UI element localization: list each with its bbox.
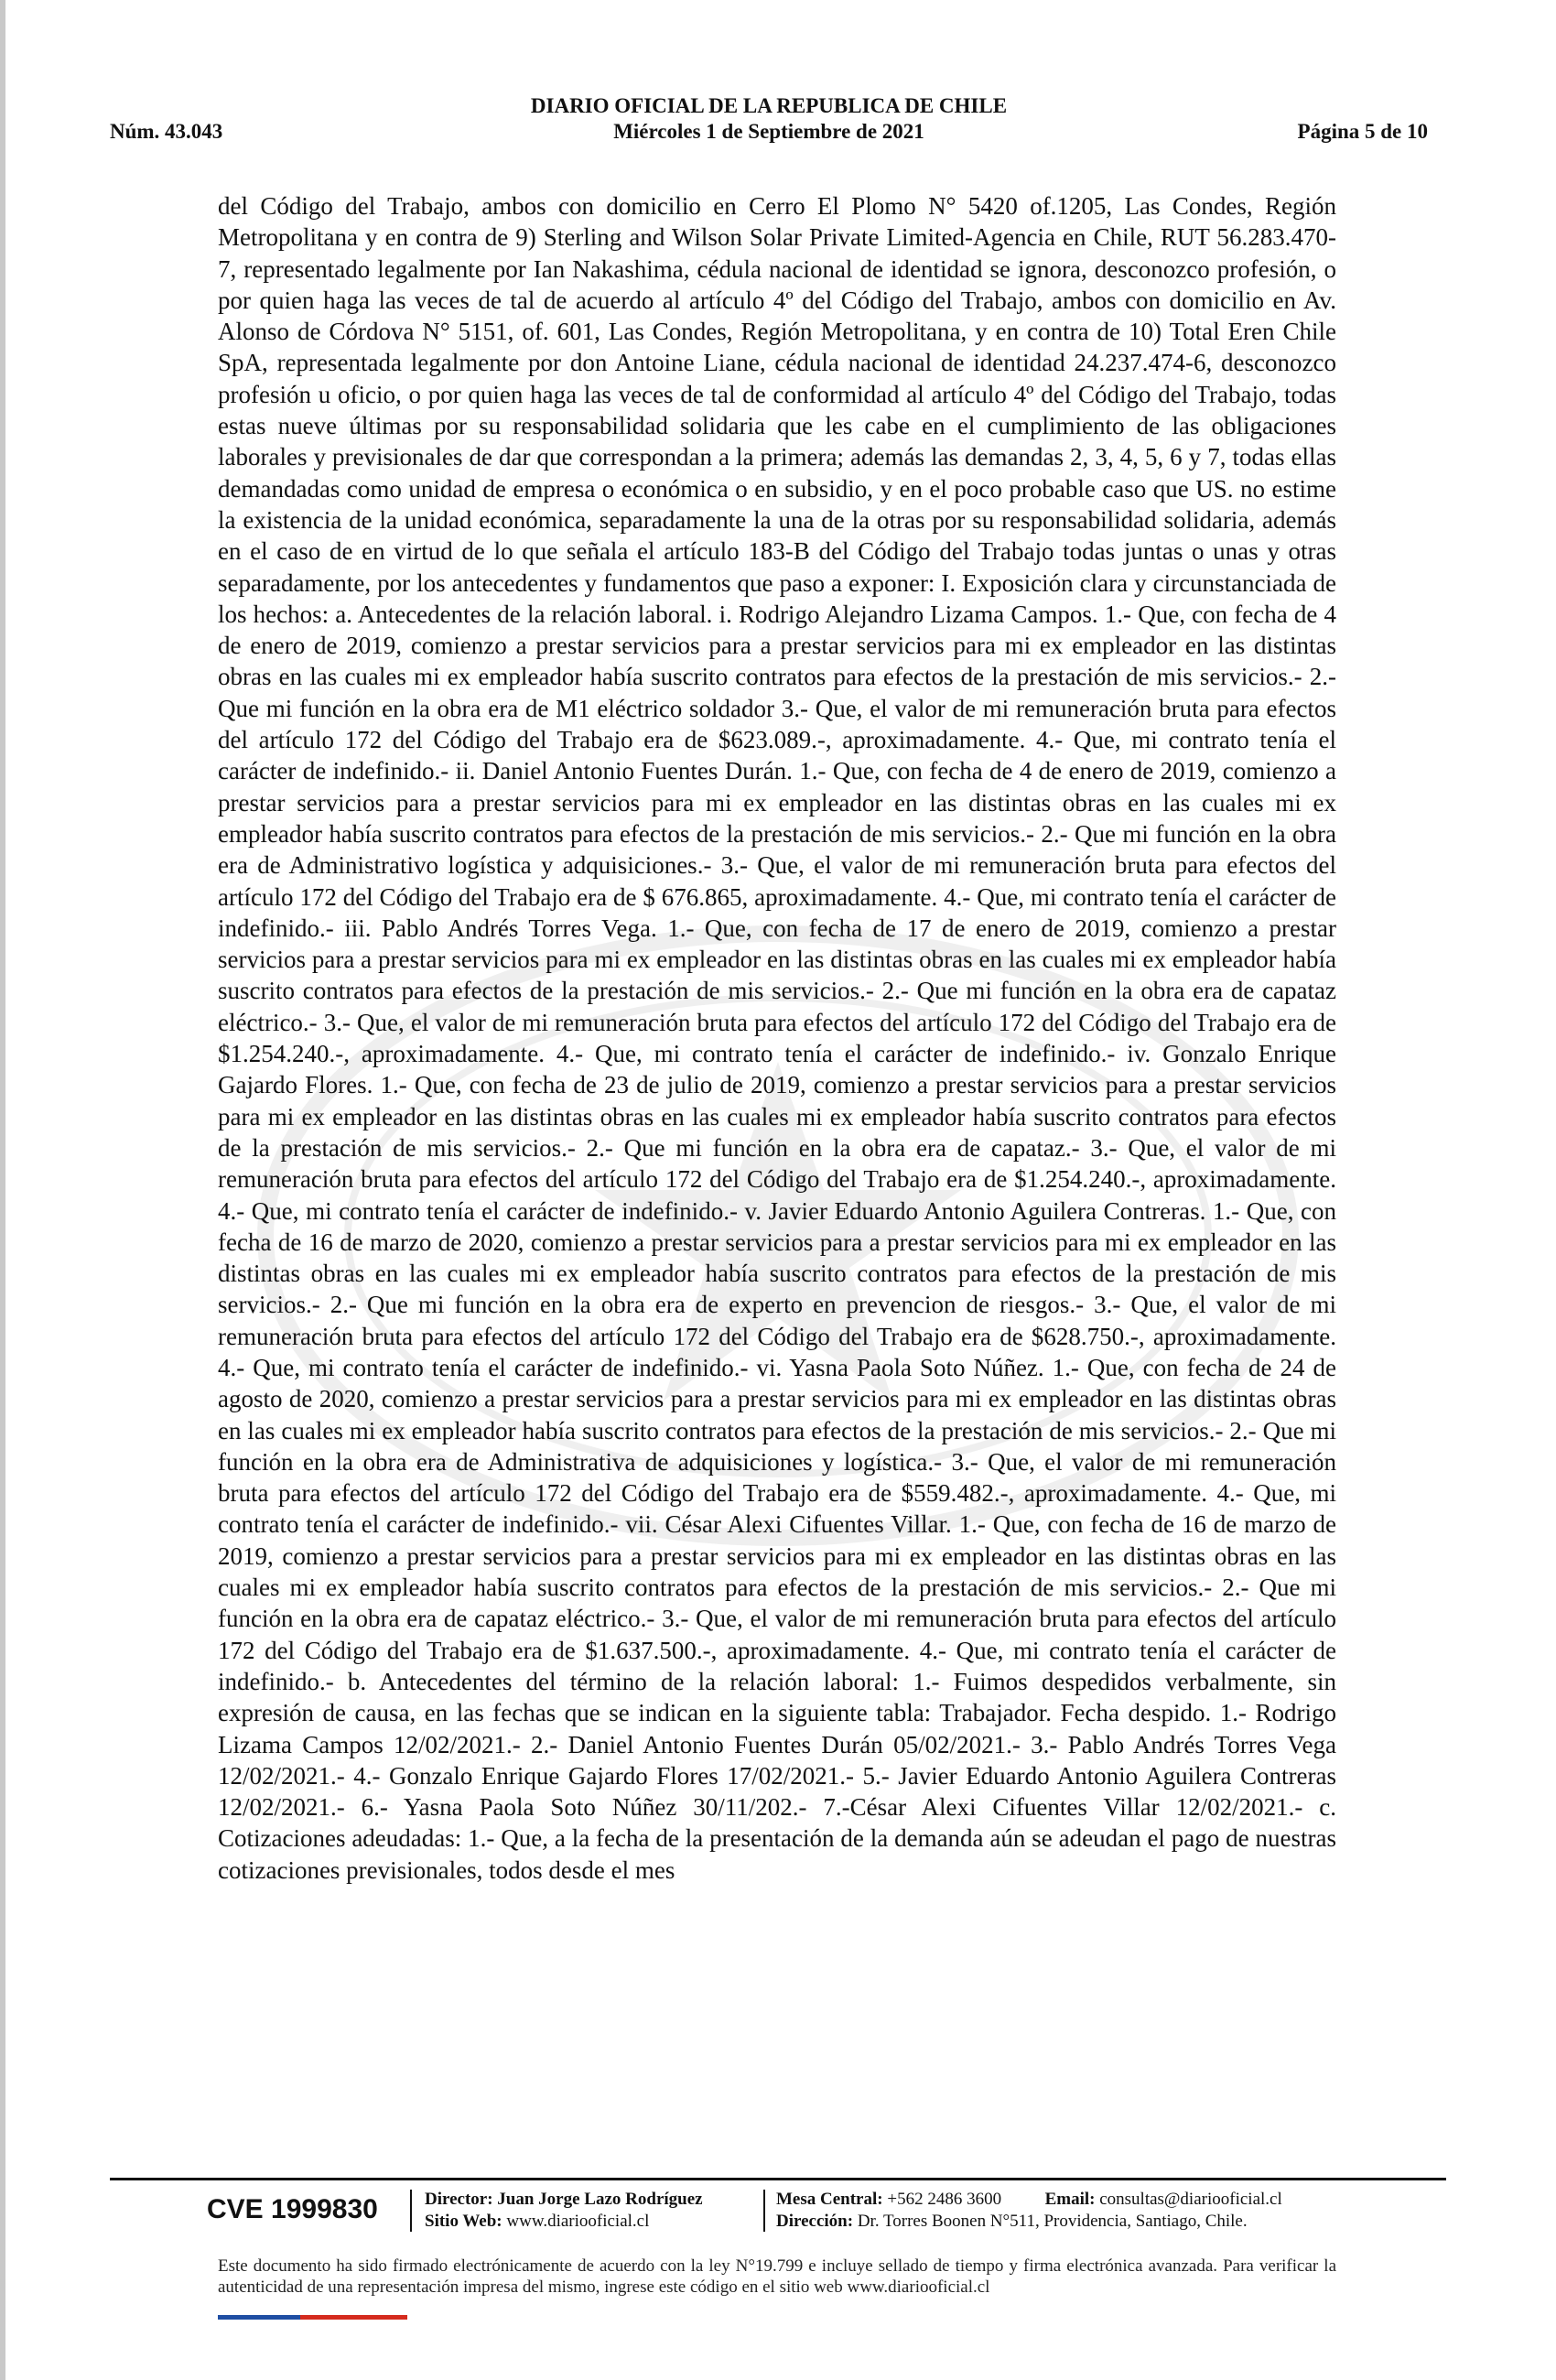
header-page-number: Página 5 de 10: [1297, 120, 1428, 143]
director-name: Juan Jorge Lazo Rodríguez: [497, 2190, 703, 2209]
phone-label: Mesa Central:: [776, 2190, 883, 2209]
footer-phone-line: [776, 2189, 1282, 2211]
director-label: Director:: [425, 2190, 493, 2209]
site-label: Sitio Web:: [425, 2212, 502, 2231]
header-issue-number: Núm. 43.043: [110, 120, 223, 143]
email-label: Email:: [1044, 2190, 1096, 2209]
page-header: [110, 93, 1428, 148]
address-value: Dr. Torres Boonen N°511, Providencia, Santiago, Chile.: [857, 2212, 1248, 2231]
footer-contact-block: [776, 2189, 1282, 2233]
footer-divider: [110, 2178, 1446, 2180]
email-link[interactable]: consultas@diariooficial.cl: [1099, 2190, 1282, 2209]
site-link[interactable]: www.diariooficial.cl: [506, 2212, 650, 2231]
footer-separator: [763, 2190, 765, 2232]
footer-address-line: [776, 2211, 1282, 2233]
footer-director-line: [425, 2189, 703, 2211]
header-masthead: [110, 93, 1428, 145]
header-title: DIARIO OFICIAL DE LA REPUBLICA DE CHILE: [530, 94, 1008, 117]
flag-stripe-blue: [218, 2315, 300, 2320]
flag-stripe-red: [300, 2315, 407, 2320]
legal-notice: Este documento ha sido firmado electrónicamente de acuerdo con la ley N°19.799 e incluye sellado de tiempo y firma electrónica avanzada. Para verificar la autenticidad de una representación impresa del mismo, ingrese este código en el sitio web www.diariooficial.cl: [218, 2256, 1336, 2297]
footer-separator: [410, 2190, 412, 2232]
phone-value: +562 2486 3600: [887, 2190, 1002, 2209]
address-label: Dirección:: [776, 2212, 854, 2231]
document-body: del Código del Trabajo, ambos con domicilio en Cerro El Plomo N° 5420 of.1205, Las Condes, Región Metropolitana y en contra de 9) Sterling and Wilson Solar Private Limited-Agencia en Chile, RUT 56.283.470-7, representado legalmente por Ian Nakashima, cédula nacional de identidad se ignora, desconozco profesión, o por quien haga las veces de tal de acuerdo al artículo 4º del Código del Trabajo, ambos con domicilio en Av. Alonso de Córdova N° 5151, of. 601, Las Condes, Región Metropolitana, y en contra de 10) Total Eren Chile SpA, representada legalmente por don Antoine Liane, cédula nacional de identidad 24.237.474-6, desconozco profesión u oficio, o por quien haga las veces de tal de conformidad al artículo 4º del Código del Trabajo, todas estas nueve últimas por su responsabilidad solidaria que les cabe en el cumplimiento de las obligaciones laborales y previsionales de dar que correspondan a la primera; además las demandas 2, 3, 4, 5, 6 y 7, todas ellas demandadas como unidad de empresa o económica o en subsidio, y en el poco probable caso que US. no estime la existencia de la unidad económica, separadamente la una de la otras por su responsabilidad solidaria, además en el caso de en virtud de lo que señala el artículo 183-B del Código del Trabajo todas juntas o unas y otras separadamente, por los antecedentes y fundamentos que paso a exponer: I. Exposición clara y circunstanciada de los hechos: a. Antecedentes de la relación laboral. i. Rodrigo Alejandro Lizama Campos. 1.- Que, con fecha de 4 de enero de 2019, comienzo a prestar servicios para a prestar servicios para mi ex empleador en las distintas obras en las cuales mi ex empleador había suscrito contratos para efectos de la prestación de mis servicios.- 2.- Que mi función en la obra era de M1 eléctrico soldador 3.- Que, el valor de mi remuneración bruta para efectos del artículo 172 del Código del Trabajo era de $623.089.-, aproximadamente. 4.- Que, mi contrato tenía el carácter de indefinido.- ii. Daniel Antonio Fuentes Durán. 1.- Que, con fecha de 4 de enero de 2019, comienzo a prestar servicios para a prestar servicios para mi ex empleador en las distintas obras en las cuales mi ex empleador había suscrito contratos para efectos de la prestación de mis servicios.- 2.- Que mi función en la obra era de Administrativo logística y adquisiciones.- 3.- Que, el valor de mi remuneración bruta para efectos del artículo 172 del Código del Trabajo era de $ 676.865, aproximadamente. 4.- Que, mi contrato tenía el carácter de indefinido.- iii. Pablo Andrés Torres Vega. 1.- Que, con fecha de 17 de enero de 2019, comienzo a prestar servicios para a prestar servicios para mi ex empleador en las distintas obras en las cuales mi ex empleador había suscrito contratos para efectos de la prestación de mis servicios.- 2.- Que mi función en la obra era de capataz eléctrico.- 3.- Que, el valor de mi remuneración bruta para efectos del artículo 172 del Código del Trabajo era de $1.254.240.-, aproximadamente. 4.- Que, mi contrato tenía el carácter de indefinido.- iv. Gonzalo Enrique Gajardo Flores. 1.- Que, con fecha de 23 de julio de 2019, comienzo a prestar servicios para a prestar servicios para mi ex empleador en las distintas obras en las cuales mi ex empleador había suscrito contratos para efectos de la prestación de mis servicios.- 2.- Que mi función en la obra era de capataz.- 3.- Que, el valor de mi remuneración bruta para efectos del artículo 172 del Código del Trabajo era de $1.254.240.-, aproximadamente. 4.- Que, mi contrato tenía el carácter de indefinido.- v. Javier Eduardo Antonio Aguilera Contreras. 1.- Que, con fecha de 16 de marzo de 2020, comienzo a prestar servicios para a prestar servicios para mi ex empleador en las distintas obras en las cuales mi ex empleador había suscrito contratos para efectos de la prestación de mis servicios.- 2.- Que mi función en la obra era de experto en prevencion de riesgos.- 3.- Que, el valor de mi remuneración bruta para efectos del artículo 172 del Código del Trabajo era de $628.750.-, aproximadamente. 4.- Que, mi contrato tenía el carácter de indefinido.- vi. Yasna Paola Soto Núñez. 1.- Que, con fecha de 24 de agosto de 2020, comienzo a prestar servicios para a prestar servicios para mi ex empleador en las distintas obras en las cuales mi ex empleador había suscrito contratos para efectos de la prestación de mis servicios.- 2.- Que mi función en la obra era de Administrativa de adquisiciones y logística.- 3.- Que, el valor de mi remuneración bruta para efectos del artículo 172 del Código del Trabajo era de $559.482.-, aproximadamente. 4.- Que, mi contrato tenía el carácter de indefinido.- vii. César Alexi Cifuentes Villar. 1.- Que, con fecha de 16 de marzo de 2019, comienzo a prestar servicios para a prestar servicios para mi ex empleador en las distintas obras en las cuales mi ex empleador había suscrito contratos para efectos de la prestación de mis servicios.- 2.- Que mi función en la obra era de capataz eléctrico.- 3.- Que, el valor de mi remuneración bruta para efectos del artículo 172 del Código del Trabajo era de $1.637.500.-, aproximadamente. 4.- Que, mi contrato tenía el carácter de indefinido.- b. Antecedentes del término de la relación laboral: 1.- Fuimos despedidos verbalmente, sin expresión de causa, en las fechas que se indican en la siguiente tabla: Trabajador. Fecha despido. 1.- Rodrigo Lizama Campos 12/02/2021.- 2.- Daniel Antonio Fuentes Durán 05/02/2021.- 3.- Pablo Andrés Torres Vega 12/02/2021.- 4.- Gonzalo Enrique Gajardo Flores 17/02/2021.- 5.- Javier Eduardo Antonio Aguilera Contreras 12/02/2021.- 6.- Yasna Paola Soto Núñez 30/11/202.- 7.-César Alexi Cifuentes Villar 12/02/2021.- c. Cotizaciones adeudadas: 1.- Que, a la fecha de la presentación de la demanda aún se adeudan el pago de nuestras cotizaciones previsionales, todos desde el mes: [218, 192, 1336, 1884]
page-edge: [0, 0, 5, 2380]
cve-code: CVE 1999830: [207, 2194, 378, 2224]
header-date: Miércoles 1 de Septiembre de 2021: [613, 120, 924, 143]
footer-site-line: [425, 2211, 703, 2233]
footer-director-block: [425, 2189, 703, 2233]
flag-stripe: [218, 2315, 407, 2320]
